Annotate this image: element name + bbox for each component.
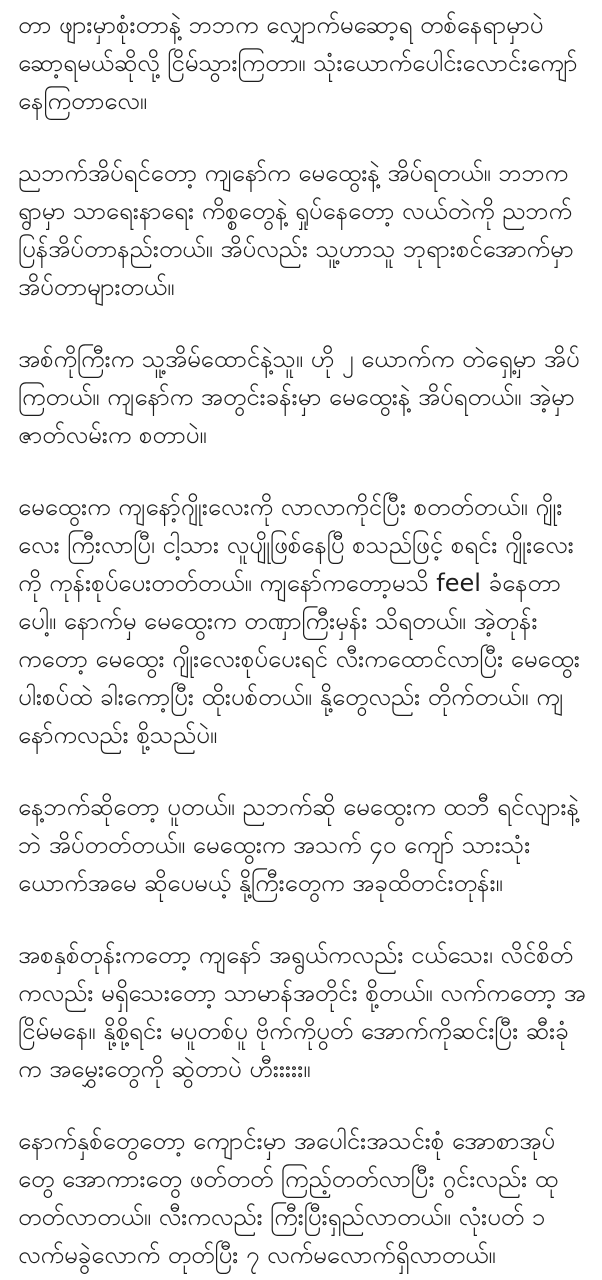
article-body xyxy=(18,6,588,1280)
paragraph-6: အစနှစ်တုန်းကတော့ ကျနော် အရွယ်ကလည်း ငယ်သေး၊ လိင်စိတ်ကလည်း မရှိသေးတော့ သာမာန်အတိုင်း စို့တယ်။ လက်ကတော့ အငြိမ်မနေ။ နို့စို့ရင်း မပူတစ်ပူ ဗိုက်ကိုပွတ် အောက်ကိုဆင်းပြီး ဆီးခုံက အမွှေးတွေကို ဆွဲတာပဲ ဟီးးးးး။ xyxy=(18,941,586,1083)
paragraph-5: နေ့ဘက်ဆိုတော့ ပူတယ်။ ညဘက်ဆို မေထွေးက ထဘီ ရင်လျားနဲ့ဘဲ အိပ်တတ်တယ်။ မေထွေးက အသက် ၄၀ ကျော် သားသုံးယောက်အမေ ဆိုပေမယ့် နို့ကြီးတွေက အခုထိတင်းတုန်း။ xyxy=(18,793,579,897)
paragraph-4: မေထွေးက ကျနော့်ဂျိုးလေးကို လာလာကိုင်ပြီး စတတ်တယ်။ ဂျိုးလေး ကြီးလာပြီ၊ ငါ့သား လူပျိုဖြစ်နေပြီ စသည်ဖြင့် စရင်း ဂျိုးလေးကို ကုန်းစုပ်ပေးတတ်တယ်။ ကျနော်ကတော့မသိ feel ခံနေတာပေါ့။ နောက်မှ မေထွေးက တဏှာကြီးမှန်း သိရတယ်။ အဲ့တုန်းကတော့ မေထွေး ဂျိုးလေးစုပ်ပေးရင် လီးကထောင်လာပြီး မေထွေးပါးစပ်ထဲ ခါးကော့ပြီး ထိုးပစ်တယ်။ နို့တွေလည်း တိုက်တယ်။ ကျနော်ကလည်း စို့သည်ပဲ။ xyxy=(18,493,580,749)
paragraph-2: ညဘက်အိပ်ရင်တော့ ကျနော်က မေထွေးနဲ့ အိပ်ရတယ်။ ဘဘက ရွာမှာ သာရေးနာရေး ကိစ္စတွေနဲ့ ရှုပ်နေတော့ လယ်တဲကို ညဘက် ပြန်အိပ်တာနည်းတယ်။ အိပ်လည်း သူ့ဟာသူ ဘုရားစင်အောက်မှာ အိပ်တာများတယ်။ xyxy=(18,159,574,301)
paragraph-7: နောက်နှစ်တွေတော့ ကျောင်းမှာ အပေါင်းအသင်းစုံ အောစာအုပ်တွေ အောကားတွေ ဖတ်တတ် ကြည့်တတ်လာပြီး ဂွင်းလည်း ထုတတ်လာတယ်။ လီးကလည်း ကြီးပြီးရှည်လာတယ်။ လုံးပတ် ၁ လက်မခွဲလောက် တုတ်ပြီး ၇ လက်မလောက်ရှိလာတယ်။ xyxy=(18,1127,558,1269)
paragraph-3: အစ်ကိုကြီးက သူ့အိမ်ထောင်နဲ့သူ။ ဟို ၂ ယောက်က တဲရှေ့မှာ အိပ်ကြတယ်။ ကျနော်က အတွင်းခန်းမှာ မေထွေးနဲ့ အိပ်ရတယ်။ အဲ့မှာ ဇာတ်လမ်းက စတာပဲ။ xyxy=(18,345,580,449)
paragraph-1: တာ ဖျားမှာစုံးတာနဲ့ ဘဘက လျှောက်မဆော့ရ တစ်နေရာမှာပဲ ဆော့ရမယ်ဆိုလို့ ငြိမ်သွားကြတာ။ သုံးယောက်ပေါင်းလောင်းကျော် နေကြတာလေ။ xyxy=(18,11,578,115)
